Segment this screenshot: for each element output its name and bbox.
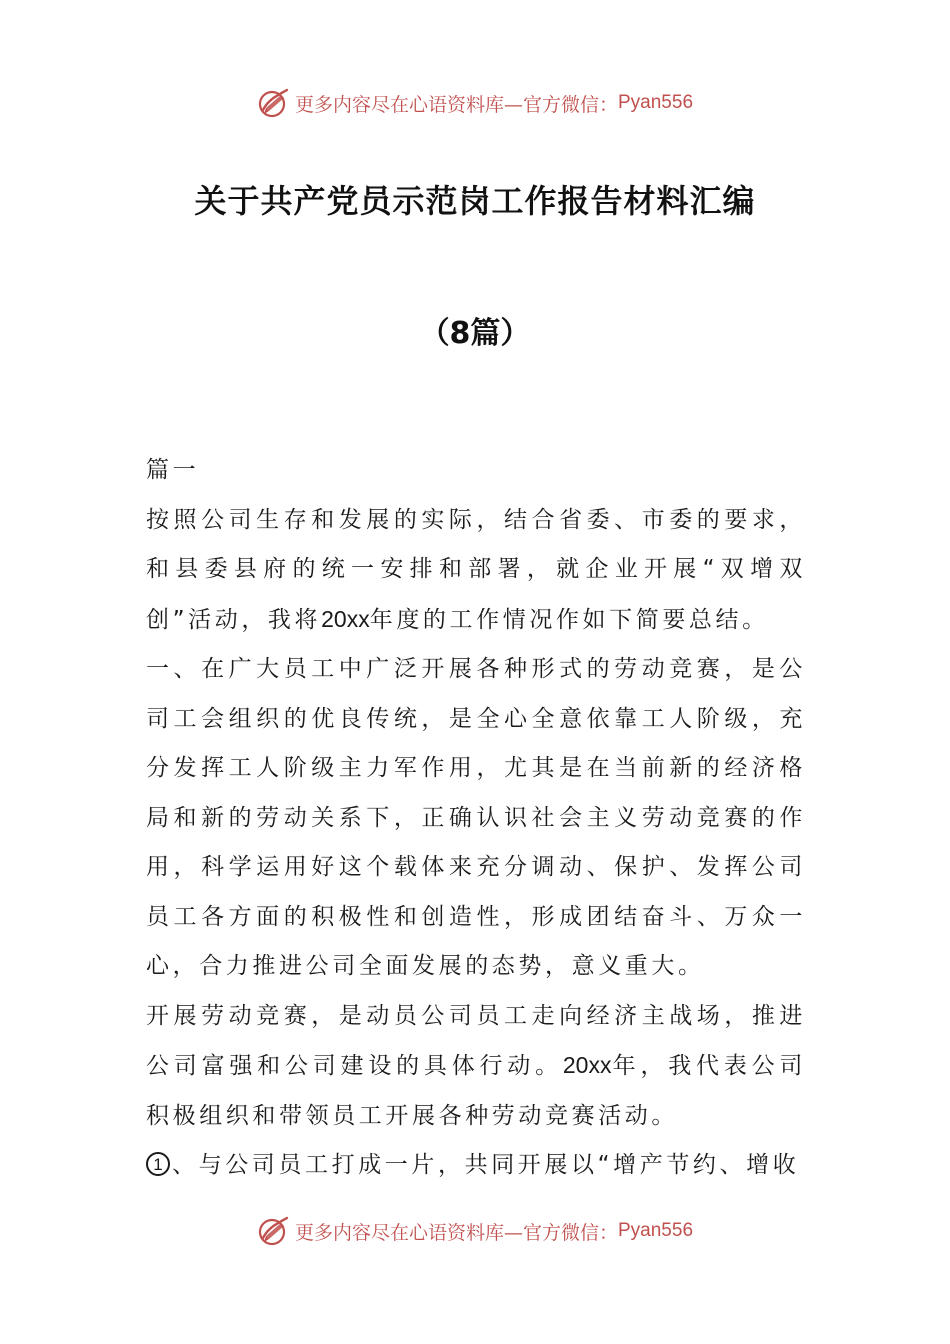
paragraph-competition-text-a: 开展劳动竞赛，是动员公司员工走向经济主战场，推进公司富强和公司建设的具体行动。 <box>146 1002 806 1079</box>
section-label: 篇一 <box>146 457 200 483</box>
document-body <box>146 446 806 1191</box>
paragraph-competition-text-b: 年，我代表公司积极组织和带领员工开展各种劳动竞赛活动。 <box>146 1053 807 1129</box>
paragraph-item-one-text: 、与公司员工打成一片，共同开展以“增产节约、增收 <box>172 1152 800 1178</box>
watermark-wechat-id: Pyan556 <box>618 92 694 113</box>
paragraph-intro <box>146 496 806 646</box>
watermark-text: 更多内容尽在心语资料库—官方微信： <box>294 93 618 116</box>
paragraph-competition-year: 20xx <box>562 1052 612 1078</box>
paragraph-competition <box>146 992 806 1142</box>
document-subtitle: （8篇） <box>419 316 531 351</box>
pen-logo-icon <box>257 1214 291 1248</box>
paragraph-intro-year: 20xx <box>321 605 370 632</box>
watermark-text: 更多内容尽在心语资料库—官方微信： <box>294 1221 618 1244</box>
paragraph-item-one <box>146 1141 806 1191</box>
watermark-footer <box>0 1214 950 1248</box>
document-title: 关于共产党员示范岗工作报告材料汇编 <box>194 182 756 220</box>
paragraph-section-one: 一、在广大员工中广泛开展各种形式的劳动竞赛，是公司工会组织的优良传统，是全心全意依靠工人阶级，充分发挥工人阶级主力军作用，尤其是在当前新的经济格局和新的劳动关系下，正确认识社会主义劳动竞赛的作用，科学运用好这个载体来充分调动、保护、发挥公司员工各方面的积极性和创造性，形成团结奋斗、万众一心，合力推进公司全面发展的态势，意义重大。 <box>146 656 806 979</box>
circled-number-marker: 1 <box>146 1152 170 1176</box>
watermark-header <box>0 86 950 120</box>
pen-logo-icon <box>257 86 291 120</box>
paragraph-intro-text-a: 按照公司生存和发展的实际，结合省委、市委的要求，和县委县府的统一安排和部署，就企业开展“双增双创”活动，我将 <box>146 506 806 633</box>
watermark-wechat-id: Pyan556 <box>618 1220 694 1241</box>
paragraph-intro-text-b: 年度的工作情况作如下简要总结。 <box>369 606 769 633</box>
